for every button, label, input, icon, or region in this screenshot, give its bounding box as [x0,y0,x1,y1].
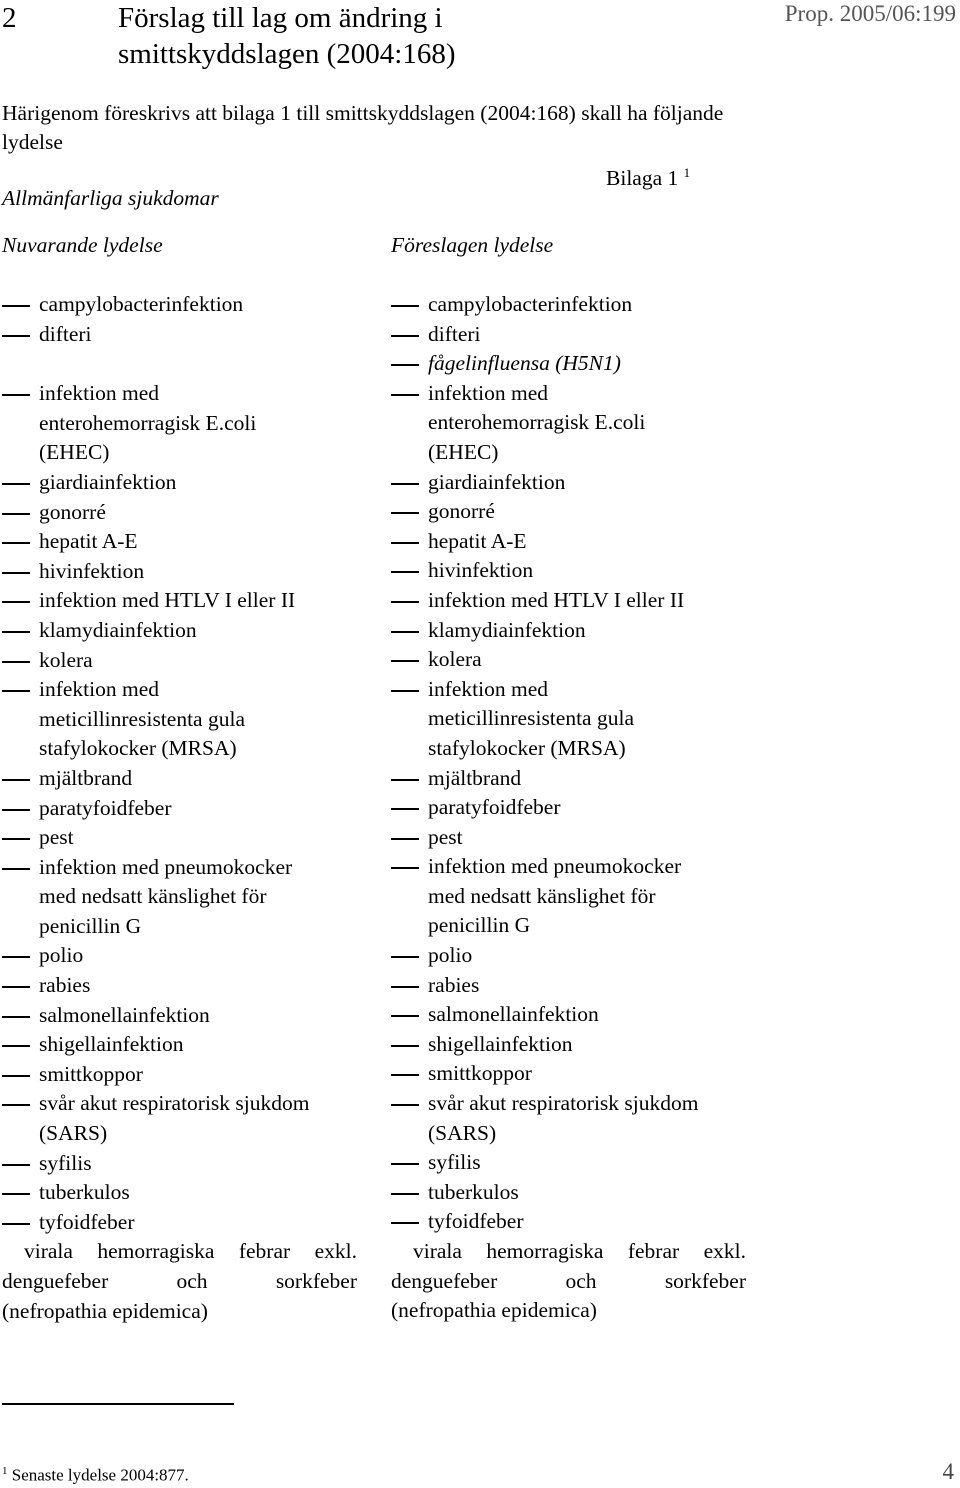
current-item [2,941,357,971]
current-item-text: infektion med [39,677,160,702]
dash-bullet [2,1164,30,1166]
appendix-label-text: Bilaga 1 [606,166,679,191]
dash-bullet [2,1045,30,1047]
current-item [2,1089,357,1148]
current-item-text: smittkoppor [39,1061,143,1086]
proposed-item [391,379,746,468]
footnote-marker: 1 [2,1465,8,1477]
dash-bullet [391,779,419,781]
current-item-text: pest [39,825,74,850]
dash-bullet [391,364,419,366]
current-item-text: salmonellainfektion [39,1002,210,1027]
dash-bullet [2,838,30,840]
dash-bullet [391,305,419,307]
dash-bullet [391,1104,419,1106]
proposed-item-text: hivinfektion [428,558,534,583]
current-item [2,557,357,587]
current-item-text: tyfoidfeber [39,1209,135,1234]
current-item [2,764,357,794]
current-item-text: med nedsatt känslighet för [39,884,267,909]
proposed-item [391,793,746,823]
proposed-item-text: infektion med [428,380,549,405]
appendix-footnote-marker: 1 [683,165,691,180]
appendix-label [606,158,690,193]
dash-bullet [391,1193,419,1195]
proposed-item-text: (SARS) [428,1120,497,1145]
proposed-item-text: paratyfoidfeber [428,795,561,820]
dash-bullet [391,542,419,544]
current-item [2,1178,357,1208]
current-item-text: paratyfoidfeber [39,795,172,820]
current-item-text: enterohemorragisk E.coli [39,410,257,435]
current-item-text: rabies [39,973,91,998]
proposed-item-text: polio [428,943,473,968]
dash-bullet [391,956,419,958]
proposed-item-text: svår akut respiratorisk sjukdom [428,1091,699,1116]
dash-bullet [2,335,30,337]
dash-bullet [391,690,419,692]
proposed-item [391,586,746,616]
proposed-item-text: smittkoppor [428,1061,532,1086]
dash-bullet [391,1074,419,1076]
proposed-item [391,290,746,320]
current-item-text: hivinfektion [39,558,145,583]
current-vhf-line: denguefeber och sorkfeber [2,1269,357,1293]
current-item [2,1060,357,1090]
dash-bullet [391,335,419,337]
proposed-item [391,1148,746,1178]
proposed-item [391,852,746,941]
current-item-text: syfilis [39,1150,92,1175]
current-item [2,498,357,528]
proposed-item-text: pest [428,824,463,849]
proposed-item-text: enterohemorragisk E.coli [428,410,646,435]
proposed-item [391,616,746,646]
current-item [2,320,357,350]
current-item [2,616,357,646]
current-item-text: klamydiainfektion [39,617,197,642]
proposed-item [391,971,746,1001]
current-item [2,379,357,468]
proposed-item [391,764,746,794]
dash-bullet [2,542,30,544]
proposed-item-text: infektion med HTLV I eller II [428,587,685,612]
dash-bullet [2,690,30,692]
dash-bullet [2,513,30,515]
current-item-text: infektion med pneumokocker [39,854,293,879]
current-item-text: kolera [39,647,93,672]
dash-bullet [391,571,419,573]
section-title: Allmänfarliga sjukdomar [2,186,219,210]
current-item [2,794,357,824]
dash-bullet [391,808,419,810]
proposed-item [391,1178,746,1208]
proposed-item-text: infektion med pneumokocker [428,854,682,879]
proposition-reference: Prop. 2005/06:199 [784,1,956,26]
proposed-item-text: campylobacterinfektion [428,292,633,316]
dash-bullet [391,660,419,662]
dash-bullet [391,483,419,485]
dash-bullet [391,986,419,988]
current-item-text: infektion med HTLV I eller II [39,588,296,613]
current-item-text: difteri [39,321,92,346]
dash-bullet [2,572,30,574]
chapter-title [118,0,456,72]
proposed-vhf-line: denguefeber och sorkfeber [391,1268,746,1293]
dash-bullet [391,838,419,840]
proposed-item [391,823,746,853]
proposed-item [391,1000,746,1030]
proposed-item [391,497,746,527]
dash-bullet [2,1075,30,1077]
current-item-text: penicillin G [39,913,142,938]
current-item-text: giardiainfektion [39,469,177,494]
current-item [2,1149,357,1179]
proposed-item-text: giardiainfektion [428,469,566,494]
dash-bullet [391,394,419,396]
current-item-text: svår akut respiratorisk sjukdom [39,1091,310,1116]
proposed-item [391,349,746,379]
proposed-item-text: (EHEC) [428,439,499,464]
dash-bullet [2,631,30,633]
current-item [2,971,357,1001]
proposed-item [391,1030,746,1060]
proposed-wording-column [391,290,746,1326]
proposed-item [391,1207,746,1237]
proposed-item-text: meticillinresistenta gula [428,706,634,731]
current-item-text: polio [39,943,84,968]
current-vhf-line: virala hemorragiska febrar exkl. [24,1239,357,1264]
current-item-text: shigellainfektion [39,1032,184,1057]
chapter-title-line1: Förslag till lag om ändring i [118,2,443,34]
proposed-item [391,527,746,557]
current-item-text: meticillinresistenta gula [39,706,245,731]
dash-bullet [391,512,419,514]
dash-bullet [391,1015,419,1017]
proposed-item [391,556,746,586]
footnote-text: Senaste lydelse 2004:877. [11,1465,189,1485]
chapter-number: 2 [2,2,17,34]
proposed-item [391,320,746,350]
proposed-item [391,941,746,971]
dash-bullet [2,779,30,781]
dash-bullet [2,661,30,663]
proposed-item-text: hepatit A-E [428,528,527,553]
proposed-item-text: stafylokocker (MRSA) [428,735,626,760]
current-item-text: mjältbrand [39,765,133,790]
current-wording-heading: Nuvarande lydelse [2,233,163,257]
current-wording-column [2,290,357,1326]
current-item-text: campylobacterinfektion [39,292,244,316]
proposed-wording-heading: Föreslagen lydelse [391,233,554,257]
proposed-vhf-line: (nefropathia epidemica) [391,1298,597,1323]
current-item-text: hepatit A-E [39,529,138,554]
chapter-title-line2: smittskyddslagen (2004:168) [118,38,456,70]
proposed-item [391,675,746,764]
dash-bullet [2,1193,30,1195]
current-item [2,290,357,320]
proposed-viral-hemorrhagic-fevers [391,1237,746,1326]
proposed-item-text: shigellainfektion [428,1031,573,1056]
current-item [2,823,357,853]
proposed-item-text: syfilis [428,1150,481,1175]
proposed-item [391,1089,746,1148]
intro-paragraph: Härigenom föreskrivs att bilaga 1 till smittskyddslagen (2004:168) skall ha följande lydelse [2,101,724,154]
footnote-separator [2,1403,234,1405]
current-item [2,675,357,764]
dash-bullet [2,394,30,396]
dash-bullet [391,1163,419,1165]
dash-bullet [2,956,30,958]
dash-bullet [391,867,419,869]
dash-bullet [391,1222,419,1224]
proposed-item-text: difteri [428,321,481,346]
proposed-item-text: penicillin G [428,913,531,938]
proposed-item [391,468,746,498]
dash-bullet [2,1016,30,1018]
proposed-item-text: mjältbrand [428,765,522,790]
current-item [2,1030,357,1060]
proposed-item-text: salmonellainfektion [428,1002,599,1027]
proposed-item-text: med nedsatt känslighet för [428,883,656,908]
dash-bullet [391,1045,419,1047]
dash-bullet [2,986,30,988]
current-item [2,1208,357,1238]
current-item [2,586,357,616]
dash-bullet [2,1104,30,1106]
current-item-text: gonorré [39,499,106,524]
dash-bullet [2,868,30,870]
current-item [2,853,357,942]
proposed-item-text: klamydiainfektion [428,617,586,642]
dash-bullet [2,483,30,485]
proposed-vhf-line: virala hemorragiska febrar exkl. [413,1239,746,1263]
page-number: 4 [942,1459,954,1484]
current-viral-hemorrhagic-fevers [2,1237,357,1326]
dash-bullet [391,631,419,633]
current-item [2,646,357,676]
current-item-text: tuberkulos [39,1180,130,1205]
proposed-item-text: infektion med [428,676,549,701]
dash-bullet [2,601,30,603]
current-item-text: stafylokocker (MRSA) [39,736,237,761]
proposed-item [391,645,746,675]
proposed-item-text: rabies [428,972,480,997]
proposed-item-text: kolera [428,647,482,672]
proposed-item-text: gonorré [428,499,495,524]
current-item-text: (EHEC) [39,440,110,465]
proposed-item-text: tyfoidfeber [428,1209,524,1234]
current-item-text: (SARS) [39,1121,108,1146]
dash-bullet [2,809,30,811]
proposed-item-text: fågelinfluensa (H5N1) [428,351,621,376]
current-item [2,527,357,557]
proposed-item-text: tuberkulos [428,1179,519,1204]
current-item [2,468,357,498]
current-item-text: infektion med [39,381,160,406]
current-item [2,1001,357,1031]
current-vhf-line: (nefropathia epidemica) [2,1298,208,1323]
dash-bullet [2,1223,30,1225]
dash-bullet [2,305,30,307]
dash-bullet [391,601,419,603]
footnote [2,1459,189,1488]
proposed-item [391,1059,746,1089]
